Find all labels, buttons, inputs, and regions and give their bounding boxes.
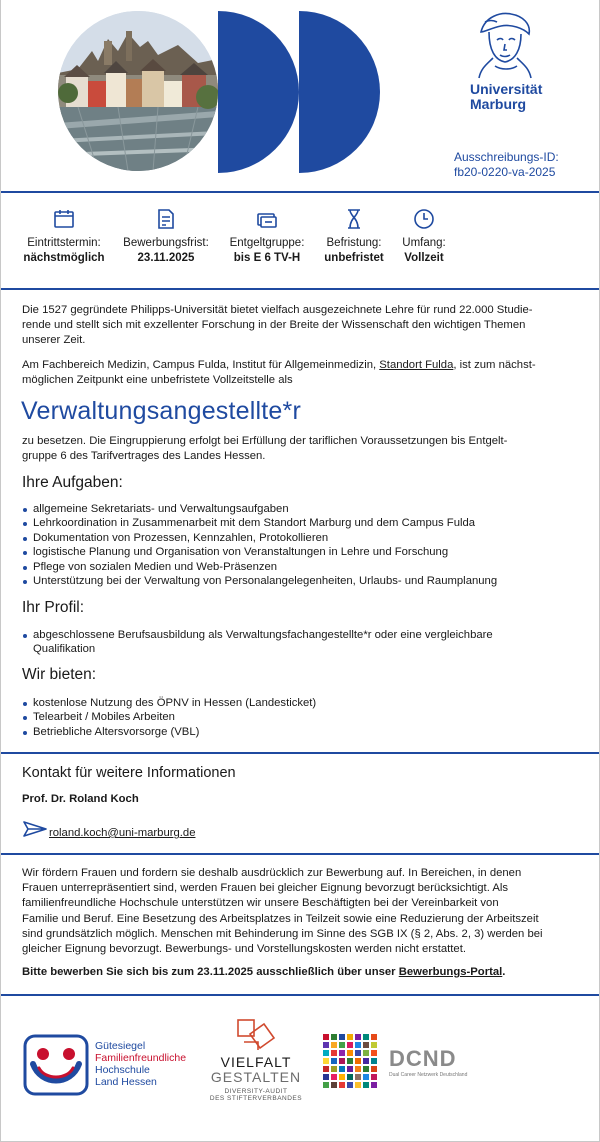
hourglass-icon [343, 208, 365, 230]
list-item: kostenlose Nutzung des ÖPNV in Hessen (Landesticket) [22, 696, 578, 710]
tasks-heading: Ihre Aufgaben: [22, 474, 123, 491]
fact-label: Entgeltgruppe: [229, 237, 305, 249]
profile-list [22, 628, 578, 657]
gestalten-text: GESTALTEN [210, 1069, 302, 1085]
contact-email-link[interactable]: roland.koch@uni-marburg.de [49, 827, 196, 839]
fact-label: Bewerbungsfrist: [123, 237, 209, 249]
university-seal-icon [471, 10, 541, 82]
fact-value: unbefristet [324, 252, 384, 264]
tasks-list [22, 502, 578, 588]
half-circle-graphic [299, 11, 381, 173]
fact-term [319, 208, 389, 266]
grade-paragraph [22, 434, 578, 464]
fact-label: Eintrittstermin: [27, 237, 101, 249]
reference-id-value: fb20-0220-va-2025 [454, 165, 556, 179]
text-line: Gütesiegel [95, 1040, 146, 1052]
offer-list [22, 696, 578, 739]
vielfalt-text: VIELFALT [220, 1054, 292, 1070]
dcnd-subtitle: Dual Career Netzwerk Deutschland [389, 1072, 468, 1078]
text-line: gruppe 6 des Tarifvertrages des Landes Hessen. [22, 450, 266, 462]
text-line: zu besetzen. Die Eingruppierung erfolgt bei Erfüllung der tariflichen Voraussetzungen bis Entgelt- [22, 435, 508, 447]
divider [1, 288, 599, 290]
reference-id-label: Ausschreibungs-ID: [454, 150, 559, 164]
text-line: möglichen Zeitpunkt eine unbefristete Vollzeitstelle als [22, 374, 293, 386]
key-facts [1, 208, 599, 278]
text-line: Qualifikation [33, 643, 96, 656]
text-line: Familie und Beruf. Eine Besetzung des Arbeitsplatzes in Teilzeit sowie eine Reduzierung der Arbeitszeit [22, 912, 539, 925]
apply-instruction [22, 965, 578, 980]
text-line: Land Hessen [95, 1076, 157, 1088]
offer-heading: Wir bieten: [22, 666, 97, 683]
dcnd-mosaic-icon [323, 1034, 383, 1094]
stifterverband-text: DES STIFTERVERBANDES [209, 1095, 303, 1102]
text-span: , ist zum nächst- [453, 359, 536, 371]
department-paragraph [22, 358, 578, 388]
list-item: Unterstützung bei der Verwaltung von Personalangelegenheiten, Urlaubs- und Raumplanung [22, 574, 578, 588]
list-item: Lehrkoordination in Zusammenarbeit mit dem Standort Marburg und dem Campus Fulda [22, 516, 578, 530]
dcnd-name: DCND [389, 1046, 457, 1071]
document-icon [155, 208, 177, 230]
divider [1, 191, 599, 193]
text-span: . [502, 966, 506, 978]
send-mail-icon[interactable] [23, 820, 47, 838]
text-span: Bitte bewerben Sie sich bis zum 23.11.2025 ausschließlich über unser [22, 966, 399, 978]
application-portal-link[interactable]: Bewerbungs-Portal [398, 966, 503, 978]
header [1, 0, 599, 190]
diversity-audit-text: DIVERSITY-AUDIT [224, 1088, 288, 1095]
fact-value: nächstmöglich [23, 252, 105, 264]
divider [1, 994, 599, 996]
contact-name: Prof. Dr. Roland Koch [22, 793, 139, 805]
text-line: Familienfreundliche [95, 1052, 187, 1064]
divider [1, 752, 599, 754]
text-line: familienfreundliche Hochschule unterstützen wir unsere Beschäftigten bei der Vereinbarkeit von [22, 897, 499, 910]
money-icon [256, 208, 278, 230]
list-item: logistische Planung und Organisation von Veranstaltungen in Lehre und Forschung [22, 545, 578, 559]
clock-icon [413, 208, 435, 230]
contact-heading: Kontakt für weitere Informationen [22, 765, 236, 781]
family-friendly-logo [23, 1034, 193, 1098]
list-item: Telearbeit / Mobiles Arbeiten [22, 710, 578, 724]
vielfalt-gestalten-logo [201, 1018, 311, 1118]
text-line: Frauen unterrepräsentiert sind, werden Frauen bei gleicher Eignung bevorzugt berücksichtigt. Als [22, 882, 509, 895]
university-logo[interactable] [467, 10, 577, 112]
intro-paragraph [22, 303, 578, 348]
marburg-photo [58, 11, 218, 171]
fact-value: 23.11.2025 [137, 252, 195, 264]
dcnd-logo [323, 1034, 483, 1098]
text-line [22, 358, 578, 373]
job-title: Verwaltungsangestellte*r [21, 397, 301, 425]
text-line: Wir fördern Frauen und fordern sie deshalb ausdrücklich zur Bewerbung auf. In Bereichen, in denen [22, 867, 522, 879]
half-circle-graphic [218, 11, 300, 173]
divider [1, 853, 599, 855]
fact-pay-grade [223, 208, 311, 266]
university-name-line2: Marburg [470, 96, 526, 112]
text-line: Hochschule [95, 1064, 150, 1076]
fact-value: Vollzeit [404, 252, 444, 264]
text-line: sind grundsätzlich möglich. Menschen mit Behinderung im Sinne des SGB IX (§ 2, Abs. 2, 3) werden bei [22, 927, 543, 940]
text-line: rende und stellt sich mit exzellenter Forschung in der Breite der Wissenschaft den wichtigen Themen [22, 319, 526, 331]
fact-scope [395, 208, 453, 266]
text-line: unserer Zeit. [22, 334, 86, 346]
fact-deadline [117, 208, 215, 266]
calendar-icon [53, 208, 75, 230]
family-friendly-seal-icon [23, 1034, 89, 1096]
fact-label: Umfang: [402, 237, 446, 249]
vielfalt-emblem-icon [236, 1018, 276, 1052]
list-item [22, 628, 578, 657]
list-item: Dokumentation von Prozessen, Kennzahlen, Protokollieren [22, 531, 578, 545]
list-item: allgemeine Sekretariats- und Verwaltungsaufgaben [22, 502, 578, 516]
text-line: Die 1527 gegründete Philipps-Universität bietet vielfach ausgezeichnete Lehre für rund 22.000 Studie- [22, 304, 533, 316]
text-line: abgeschlossene Berufsausbildung als Verwaltungsfachangestellte*r oder eine vergleichbare [33, 629, 493, 641]
list-item: Pflege von sozialen Medien und Web-Präsenzen [22, 560, 578, 574]
profile-heading: Ihr Profil: [22, 599, 85, 616]
marburg-photo-illustration [58, 11, 218, 171]
reference-id [454, 150, 559, 180]
standort-fulda-link[interactable]: Standort Fulda [379, 359, 454, 371]
fact-value: bis E 6 TV-H [233, 252, 301, 264]
list-item: Betriebliche Altersvorsorge (VBL) [22, 725, 578, 739]
fact-label: Befristung: [326, 237, 382, 249]
family-friendly-text [95, 1040, 186, 1088]
university-name [470, 82, 577, 112]
text-line: gleicher Eignung bevorzugt. Bewerbungs- und Vorstellungskosten werden nicht erstattet. [22, 943, 466, 956]
university-name-line1: Universität [470, 81, 543, 97]
fact-start-date [21, 208, 107, 266]
text-span: Am Fachbereich Medizin, Campus Fulda, Institut für Allgemeinmedizin, [22, 359, 380, 371]
closing-paragraph [22, 866, 578, 957]
